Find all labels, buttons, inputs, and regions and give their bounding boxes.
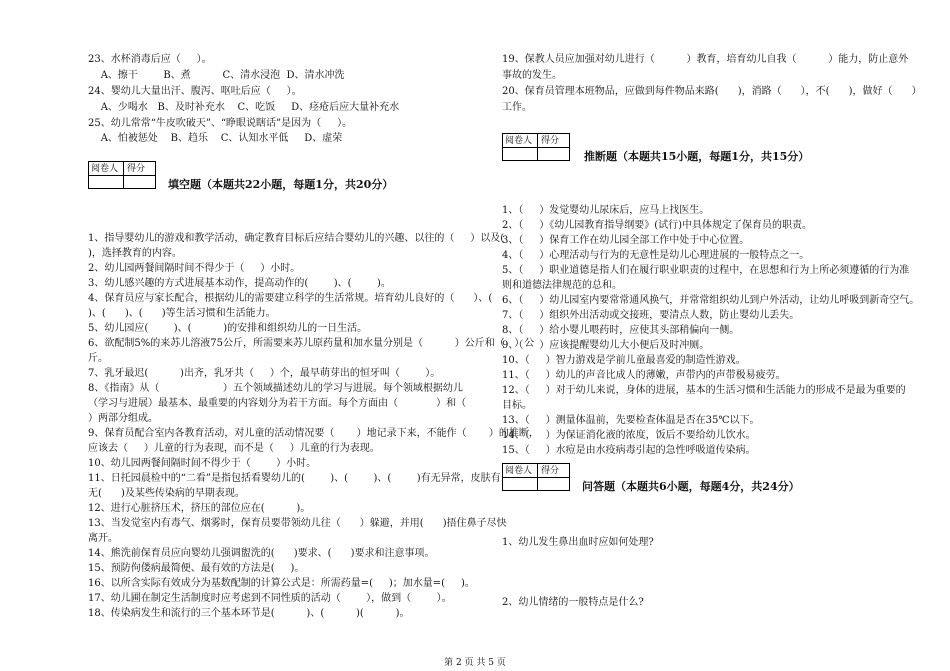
judge-line: 11、（ ）幼儿的声音比成人的薄嫩，声带内的声带极易疲劳。 [502, 370, 786, 381]
judge-line: 目标。 [502, 400, 532, 411]
question-line: 3、幼儿感兴趣的方式进展基本动作，提高动作的( )、( )。 [88, 278, 391, 289]
question-line: 5、幼儿园应( )、( )的安排和组织幼儿的一日生活。 [88, 323, 368, 334]
grader-label: 阅卷人 [505, 136, 533, 146]
question-line: 11、日托园晨检中的“二看”是指包括看婴幼儿的( )、( )、( )有无异常，皮肤有 [88, 473, 501, 484]
question-line: 19、保教人员应加强对幼儿进行（ ）教育，培育幼儿自我（ ）能力，防止意外 [502, 54, 909, 65]
question-line: 23、水杯消毒后应（ ）。 [88, 54, 212, 65]
question-line: 1、指导婴幼儿的游戏和教学活动，确定教育目标后应结合婴幼儿的兴趣、以往的（ ）以及( [88, 233, 505, 244]
judge-line: 15、（ ）水痘是由水疫病毒引起的急性呼吸道传染病。 [502, 445, 756, 456]
question-line: 7、乳牙最迟( )出齐，乳牙共（ ）个，最早萌芽出的恒牙叫（ ）。 [88, 368, 441, 379]
judge-line: 2、（ ）《幼儿园教育指导纲要》(试行)中具体规定了保育员的职责。 [502, 220, 813, 231]
judge-line: 3、（ ）保育工作在幼儿园全部工作中处于中心位置。 [502, 235, 750, 246]
score-box [502, 463, 570, 491]
question-line: 8、《指南》从（ ）五个领域描述幼儿的学习与进展。每个领域根据幼儿 [88, 383, 463, 394]
score-box [88, 161, 156, 189]
judge-line: 7、（ ）组织外出活动或交接班，要清点人数，防止婴幼儿丢失。 [502, 310, 800, 321]
question-line: 斤。 [88, 353, 108, 364]
question-line: 10、幼儿园两餐间隔时间不得少于（ ）小时。 [88, 458, 317, 469]
score-label: 得分 [541, 136, 560, 146]
question-line: 工作。 [502, 102, 532, 113]
score-label: 得分 [541, 466, 560, 476]
question-line: 18、传染病发生和流行的三个基本环节是( )、( )( )。 [88, 608, 410, 619]
qa-question: 2、幼儿情绪的一般特点是什么? [502, 597, 644, 608]
question-line: 17、幼儿圃在制定生活制度时应考虑到不同性质的活动（ ），做到（ ）。 [88, 593, 452, 604]
section-judge [502, 133, 907, 163]
judge-line: 4、（ ）心理活动与行为的无意性是幼儿心理进展的一般特点之一。 [502, 250, 810, 261]
page-number: 第 2 页 共 5 页 [444, 658, 506, 668]
score-box [502, 133, 570, 161]
section-title: 填空题（本题共22小题，每题1分，共20分） [168, 178, 394, 191]
section-title: 推断题（本题共15小题，每题1分，共15分） [584, 150, 810, 163]
judge-line: 8、（ ）给小婴儿喂药时，应使其头部稍偏向一侧。 [502, 325, 740, 336]
grader-label: 阅卷人 [91, 164, 119, 174]
question-line: 15、预防佝偻病最简便、最有效的方法是( )。 [88, 563, 305, 574]
question-line: 6、欲配制5%的来苏儿溶液75公斤，所需要来苏儿原药量和加水量分别是（ ）公斤和（ ）公 [88, 338, 535, 349]
question-line: A、怕被惩处 B、趋乐 C、认知水平低 D、虚荣 [88, 133, 343, 144]
judge-line: 5、（ ）职业道德是指人们在履行职业职责的过程中，在思想和行为上所必须遵循的行为准 [502, 265, 910, 276]
question-line: 2、幼儿园两餐间隔时间不得少于（ ）小时。 [88, 263, 301, 274]
question-line: 20、保育员管理本班物品，应做到每件物品来路( )，消路（ ），不( )，做好（ ） [502, 86, 922, 97]
grader-label: 阅卷人 [505, 466, 533, 476]
question-line: 24、婴幼儿大量出汗、腹泻、呕吐后应（ ）。 [88, 86, 302, 97]
section-qa [502, 463, 907, 493]
question-line: 25、幼儿常常“牛皮吹破天”、“睁眼说瞎话”是因为（ ）。 [88, 118, 353, 129]
judge-line: 则和道德法律规范的总和。 [502, 280, 622, 291]
question-line: A、擦干 B、煮 C、清水浸泡 D、清水冲洗 [88, 70, 345, 81]
judge-line: 10、（ ）智力游戏是学前儿童最喜爱的制造性游戏。 [502, 355, 746, 366]
question-line: 16、以所含实际有效成分为基数配制的计算公式是：所需药量=( )；加水量=( )。 [88, 578, 475, 589]
question-line: 事故的发生。 [502, 70, 562, 81]
judge-line: 1、（ ）发觉婴幼儿尿床后，应马上找医生。 [502, 205, 710, 216]
judge-line: 6、（ ）幼儿园室内要常常通风换气，并常常组织幼儿到户外活动，让幼儿呼吸到新奇空气。 [502, 295, 920, 306]
question-line: )、( )、( )等生活习惯和生活能力。 [88, 308, 276, 319]
question-line: )，选择教育的内容。 [88, 248, 182, 259]
question-line: 12、进行心脏挤压术，挤压的部位应在( )。 [88, 503, 311, 514]
question-line: 离开。 [88, 533, 118, 544]
section-fill-blank [88, 161, 488, 191]
question-line: 9、保育员配合室内各教育活动，对儿童的活动情况要（ ）地记录下来，不能作（ ）的推断， [88, 428, 539, 439]
section-title: 问答题（本题共6小题，每题4分，共24分） [582, 480, 800, 493]
question-line: 14、熊洗前保育员应向婴幼儿强调盥洗的( )要求、( )要求和注意事项。 [88, 548, 435, 559]
qa-question: 1、幼儿发生鼻出血时应如何处理? [502, 537, 654, 548]
score-label: 得分 [127, 164, 146, 174]
question-line: 13、当发觉室内有毒气、烟雾时，保育员要带领幼儿往（ ）躲避，并用( )捂住鼻子尽快 [88, 518, 507, 529]
judge-line: 13、（ ）测量体温前，先要检查体温是否在35℃以下。 [502, 415, 760, 426]
question-line: （学习与进展）最基本、最重要的内容划分为若干方面。每个方面由（ ）和（ [88, 398, 467, 409]
question-line: A、少喝水 B、及时补充水 C、吃饭 D、痉疮后应大量补充水 [88, 102, 400, 113]
question-line: ）两部分组成。 [88, 413, 158, 424]
question-line: 4、保育员应与家长配合，根据幼儿的需要建立科学的生活常规。培育幼儿良好的（ ）、( [88, 293, 493, 304]
question-line: 应该去（ ）儿童的行为表现，而不是（ ）儿童的行为表现。 [88, 443, 380, 454]
judge-line: 14、（ ）为保证消化液的浓度，饭后不要给幼儿饮水。 [502, 430, 756, 441]
judge-line: 12、（ ）对于幼儿来说，身体的进展，基本的生活习惯和生活能力的形成不是最为重要的 [502, 385, 906, 396]
judge-line: 9、（ ）应该提醒婴幼儿大小便后及时冲厕。 [502, 340, 710, 351]
question-line: 无( )及某些传染病的早期表现。 [88, 488, 245, 499]
